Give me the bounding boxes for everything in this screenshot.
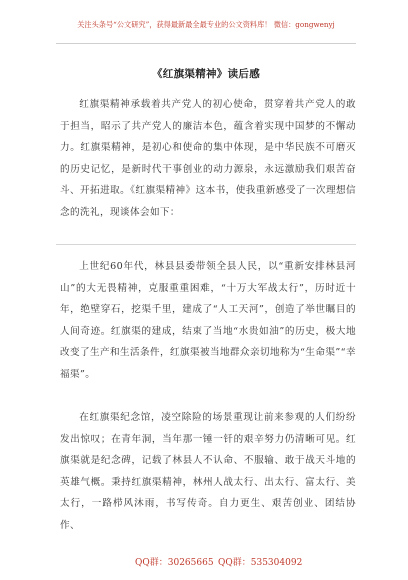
footer-qq-group-2: QQ群：535304092 [218,558,303,568]
footer-qq-group-1: QQ群：30265665 [135,558,214,568]
header-divider [56,43,356,44]
section-divider [56,244,356,245]
paragraph-intro: 红旗渠精神承载着共产党人的初心使命，贯穿着共产党人的敢于担当，昭示了共产党人的廉洁本色，蕴含着实现中国梦的不懈动力。红旗渠精神，是初心和使命的集中体现，是中华民族不可磨灭的历史记忆，是新时代干事创业的动力源泉，永远激励我们艰苦奋斗、开拓进取。《红旗渠精神》这本书，使我重新感受了一次理想信念的洗礼，现谈体会如下： [60,99,356,218]
document-title: 《红旗渠精神》读后感 [152,68,260,80]
paragraph-history: 上世纪60年代，林县县委带领全县人民，以“重新安排林县河山”的大无畏精神，克服重重困难，“十万大军战太行”，历时近十年，绝壁穿石，挖渠千里，建成了“人工天河”，创造了举世瞩目的人间奇迹。红旗渠的建成，结束了当地“水贵如油”的历史，极大地改变了生产和生活条件，红旗渠被当地群众亲切地称为“生命渠”“幸福渠”。 [60,261,356,380]
paragraph-memorial: 在红旗渠纪念馆，凌空除险的场景重现让前来参观的人们纷纷发出惊叹；在青年洞，当年那一锤一钎的艰辛努力仍清晰可见。红旗渠就是纪念碑，记载了林县人不认命、不服输、敢于战天斗地的英雄气概。秉持红旗渠精神，林州人战太行、出太行、富太行、美太行，一路栉风沐雨，书写传奇。自力更生、艰苦创业、团结协作、 [60,412,356,531]
header-banner: 关注头条号“公文研究”，获得最新最全最专业的公文资料库！ 微信：gongwenyj [77,20,335,29]
